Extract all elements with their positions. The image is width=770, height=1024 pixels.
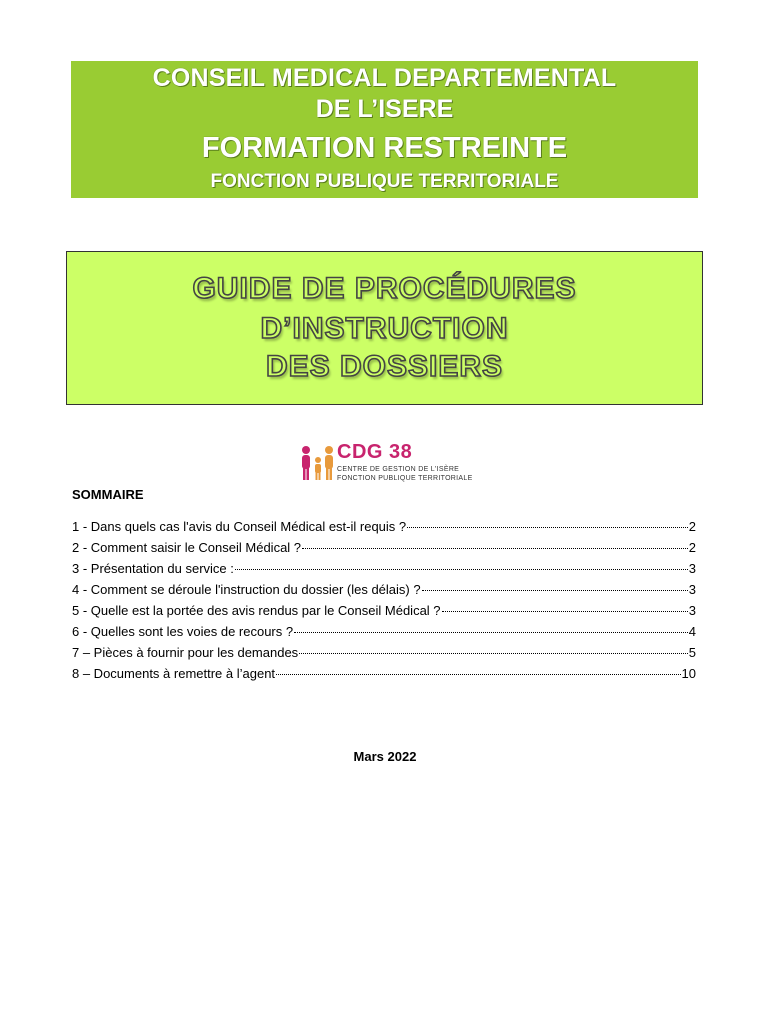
people-logo-icon [298, 444, 338, 484]
document-date: Mars 2022 [353, 749, 417, 764]
toc-item-page: 2 [688, 540, 696, 555]
toc-leader [294, 632, 688, 633]
table-of-contents [72, 516, 696, 684]
toc-leader [422, 590, 688, 591]
toc-item-page: 3 [688, 582, 696, 597]
toc-item-label: 6 - Quelles sont les voies de recours ? [72, 624, 294, 639]
guide-title-line3: DES DOSSIERS [265, 350, 504, 383]
toc-item[interactable] [72, 558, 696, 579]
toc-item-page: 2 [688, 519, 696, 534]
header-title-line3: FORMATION RESTREINTE [201, 132, 568, 164]
header-subtitle: FONCTION PUBLIQUE TERRITORIALE [210, 171, 559, 192]
logo-subtitle-1: CENTRE DE GESTION DE L'ISÈRE [337, 466, 460, 473]
header-banner [71, 61, 698, 198]
toc-item-label: 3 - Présentation du service : [72, 561, 234, 576]
toc-item-label: 7 – Pièces à fournir pour les demandes [72, 645, 299, 660]
toc-item-page: 5 [688, 645, 696, 660]
guide-title-box [66, 251, 703, 405]
toc-item-label: 8 – Documents à remettre à l’agent [72, 666, 276, 681]
logo-brand-text: CDG 38 [337, 441, 413, 463]
toc-item[interactable] [72, 537, 696, 558]
toc-item[interactable] [72, 621, 696, 642]
toc-item-label: 1 - Dans quels cas l'avis du Conseil Médical est-il requis ? [72, 519, 407, 534]
sommaire-heading: SOMMAIRE [72, 487, 144, 502]
toc-item-page: 4 [688, 624, 696, 639]
guide-title-line1: GUIDE DE PROCÉDURES [192, 272, 577, 305]
cdg38-logo [273, 424, 473, 504]
header-title-line1: CONSEIL MEDICAL DEPARTEMENTAL [152, 64, 617, 92]
toc-leader [442, 611, 688, 612]
toc-item-label: 4 - Comment se déroule l'instruction du dossier (les délais) ? [72, 582, 421, 597]
toc-item[interactable] [72, 663, 696, 684]
logo-subtitle-2: FONCTION PUBLIQUE TERRITORIALE [337, 475, 473, 482]
toc-leader [299, 653, 688, 654]
toc-item-page: 3 [688, 561, 696, 576]
toc-item[interactable] [72, 579, 696, 600]
toc-leader [276, 674, 680, 675]
toc-item[interactable] [72, 516, 696, 537]
toc-item[interactable] [72, 642, 696, 663]
header-title-line2: DE L’ISERE [315, 95, 454, 123]
toc-item-page: 3 [688, 603, 696, 618]
guide-title-line2: D’INSTRUCTION [260, 312, 509, 345]
toc-leader [407, 527, 688, 528]
toc-item-label: 2 - Comment saisir le Conseil Médical ? [72, 540, 302, 555]
toc-item[interactable] [72, 600, 696, 621]
toc-leader [302, 548, 688, 549]
toc-item-label: 5 - Quelle est la portée des avis rendus par le Conseil Médical ? [72, 603, 441, 618]
toc-item-page: 10 [681, 666, 696, 681]
toc-leader [235, 569, 688, 570]
